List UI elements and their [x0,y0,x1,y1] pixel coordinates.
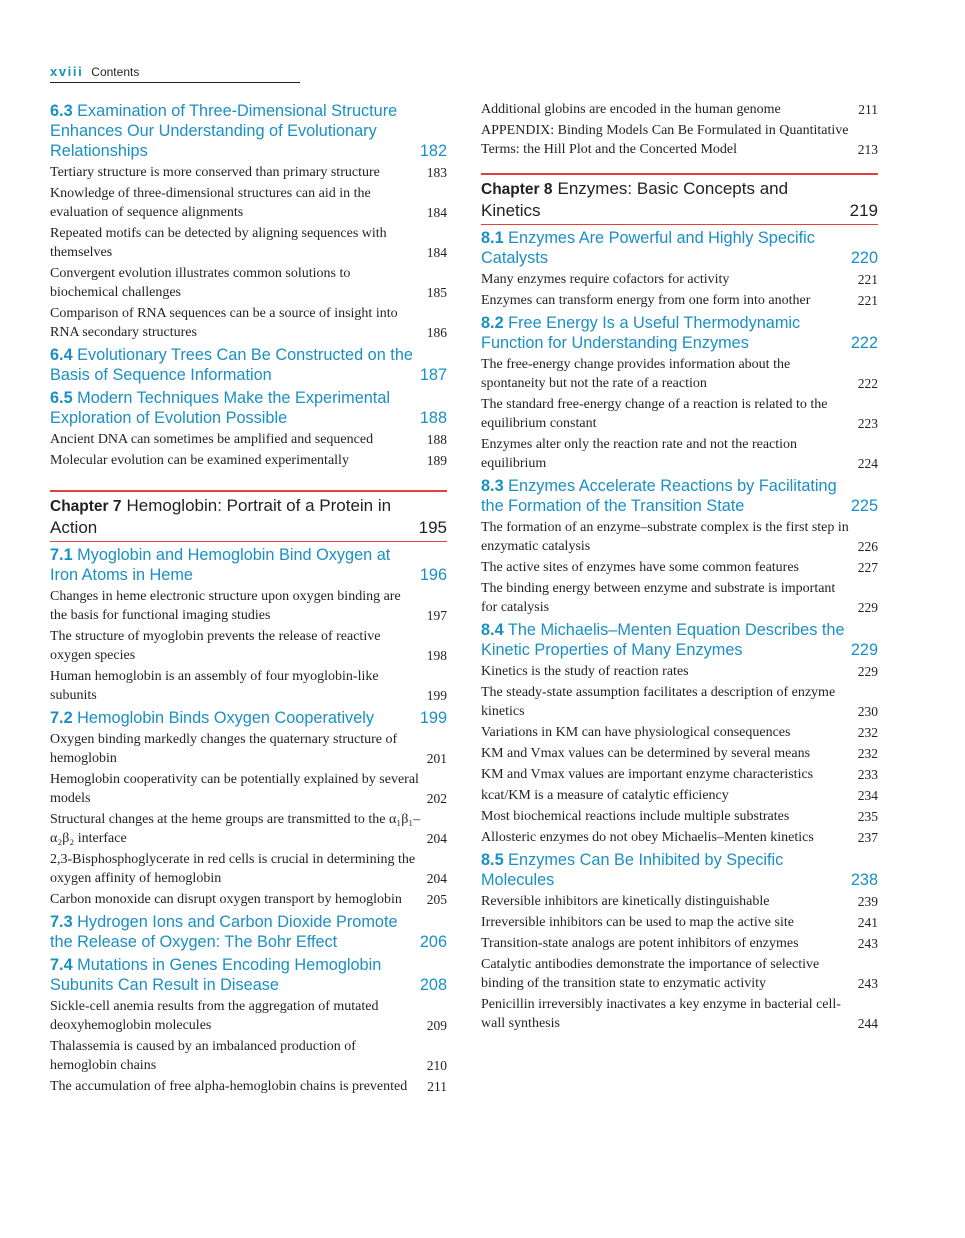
page-ref: 211 [427,1079,447,1094]
page-number: xviii [50,64,84,79]
page-ref: 206 [419,933,447,951]
entry-text: The accumulation of free alpha-hemoglobin chains is prevented [50,1079,408,1094]
page-ref: 229 [857,600,878,615]
entry-text: Allosteric enzymes do not obey Michaelis–Menten kinetics [481,830,814,845]
toc-entry [50,850,447,888]
toc-entry [50,890,447,909]
entry-text: Transition-state analogs are potent inhibitors of enzymes [481,936,799,951]
toc-entry [481,786,878,805]
page-ref: 238 [850,871,878,889]
page-ref: 186 [426,325,447,340]
entry-text: The binding energy between enzyme and substrate is important for catalysis [481,581,836,615]
toc-entry [50,810,447,848]
section-text: Enzymes Are Powerful and Highly Specific Catalysts [481,229,815,267]
section-heading [50,388,447,428]
page-ref: 195 [418,518,447,537]
entry-text: Enzymes alter only the reaction rate and not the reaction equilibrium [481,437,798,471]
section-title [50,101,414,161]
section-title [50,545,414,585]
page-ref: 187 [419,366,447,384]
entry-text: KM and Vmax values can be determined by several means [481,746,811,761]
page-ref: 235 [857,809,878,824]
section-heading [481,850,878,890]
section-text: Enzymes Can Be Inhibited by Specific Molecules [481,851,784,889]
page-ref: 182 [419,142,447,160]
section-number: 6.4 [50,346,73,364]
section-heading [481,228,878,268]
entry-text: The active sites of enzymes have some common features [481,560,799,575]
toc-entry [481,723,878,742]
page-ref: 233 [857,767,878,782]
toc-entry [481,828,878,847]
page-ref: 202 [426,791,447,806]
section-number: 7.2 [50,709,73,727]
chapter-text: Enzymes: Basic Concepts and Kinetics [481,179,789,220]
toc-entry [481,100,878,119]
section-heading [481,620,878,660]
toc-entry [481,892,878,911]
toc-left-column [50,98,447,1096]
entry-text: Comparison of RNA sequences can be a source of insight into RNA secondary structures [50,306,398,340]
page-ref: 199 [419,709,447,727]
page-ref: 243 [857,976,878,991]
entry-text: Additional globins are encoded in the human genome [481,102,781,117]
page-ref: 222 [850,334,878,352]
page-ref: 224 [857,456,878,471]
chapter-title [481,178,844,221]
page-ref: 244 [857,1016,878,1031]
toc-entry [50,627,447,665]
running-head [50,64,300,83]
toc-entry [50,264,447,302]
page-ref: 198 [426,648,447,663]
toc-entry [50,451,447,470]
toc-entry [481,995,878,1033]
toc-entry [481,934,878,953]
toc-entry [481,121,878,159]
page-ref: 210 [426,1058,447,1073]
section-text: Free Energy Is a Useful Thermodynamic Function for Understanding Enzymes [481,314,801,352]
entry-text: Catalytic antibodies demonstrate the importance of selective binding of the transition state to enzymatic activity [481,957,820,991]
toc-entry [481,291,878,310]
section-title [481,620,845,660]
page-ref: 229 [857,664,878,679]
running-title: Contents [91,65,140,79]
section-heading [50,345,447,385]
page-ref: 211 [858,102,878,117]
page-ref: 239 [857,894,878,909]
section-text: Enzymes Accelerate Reactions by Facilitating the Formation of the Transition State [481,477,837,515]
entry-text: Irreversible inhibitors can be used to map the active site [481,915,794,930]
section-number: 8.5 [481,851,504,869]
page-ref: 237 [857,830,878,845]
section-number: 7.3 [50,913,73,931]
chapter-title [50,495,413,538]
entry-text: Repeated motifs can be detected by aligning sequences with themselves [50,226,387,260]
section-number: 8.4 [481,621,504,639]
toc-entry [481,744,878,763]
entry-text: The structure of myoglobin prevents the release of reactive oxygen species [50,629,381,663]
page-ref: 223 [857,416,878,431]
entry-text: Many enzymes require cofactors for activity [481,272,730,287]
page-ref: 232 [857,746,878,761]
entry-text: Knowledge of three-dimensional structures can aid in the evaluation of sequence alignments [50,186,371,220]
page-ref: 197 [426,608,447,623]
toc-entry [50,587,447,625]
entry-text: Thalassemia is caused by an imbalanced production of hemoglobin chains [50,1039,356,1073]
toc-entry [481,395,878,433]
page-ref: 243 [857,936,878,951]
section-title [481,850,845,890]
page-ref: 188 [426,432,447,447]
page-ref: 232 [857,725,878,740]
section-heading [50,912,447,952]
section-number: 8.3 [481,477,504,495]
toc-entry [50,430,447,449]
entry-text: Sickle-cell anemia results from the aggregation of mutated deoxyhemoglobin molecules [50,999,379,1033]
toc-entry [50,730,447,768]
section-number: 8.1 [481,229,504,247]
toc-entry [50,667,447,705]
entry-text: The standard free-energy change of a reaction is related to the equilibrium constant [481,397,828,431]
toc-entry [481,558,878,577]
toc-entry [481,683,878,721]
toc-entry [50,224,447,262]
toc-entry [481,662,878,681]
page-ref: 209 [426,1018,447,1033]
section-text: Hydrogen Ions and Carbon Dioxide Promote the Release of Oxygen: The Bohr Effect [50,913,398,951]
section-text: Modern Techniques Make the Experimental Exploration of Evolution Possible [50,389,391,427]
page-ref: 227 [857,560,878,575]
page-ref: 221 [857,272,878,287]
page-ref: 229 [850,641,878,659]
entry-text: Convergent evolution illustrates common solutions to biochemical challenges [50,266,351,300]
page-ref: 196 [419,566,447,584]
entry-text: Most biochemical reactions include multiple substrates [481,809,790,824]
page-ref: 220 [850,249,878,267]
page-ref: 234 [857,788,878,803]
page-ref: 184 [426,205,447,220]
section-number: 7.1 [50,546,73,564]
entry-text: Molecular evolution can be examined experimentally [50,453,349,468]
toc-entry [50,770,447,808]
toc-entry [50,163,447,182]
toc-entry [481,579,878,617]
entry-text: Tertiary structure is more conserved than primary structure [50,165,380,180]
section-title [50,708,414,728]
toc-entry [481,355,878,393]
page-ref: 225 [850,497,878,515]
page-ref: 189 [426,453,447,468]
entry-text: The steady-state assumption facilitates a description of enzyme kinetics [481,685,836,719]
toc-entry [481,807,878,826]
entry-text: Structural changes at the heme groups are transmitted to the α₁β₁– α₂β₂ interface [50,812,421,846]
entry-text: The formation of an enzyme–substrate complex is the first step in enzymatic catalysis [481,520,849,554]
section-text: The Michaelis–Menten Equation Describes the Kinetic Properties of Many Enzymes [481,621,845,659]
entry-text: 2,3-Bisphosphoglycerate in red cells is crucial in determining the oxygen affinity of hemoglobin [50,852,416,886]
section-title [481,228,845,268]
toc-entry [481,765,878,784]
section-title [481,313,845,353]
section-number: 8.2 [481,314,504,332]
toc-entry [50,184,447,222]
chapter-label: Chapter 8 [481,181,553,198]
page-ref: 213 [857,142,878,157]
section-text: Hemoglobin Binds Oxygen Cooperatively [77,709,375,727]
section-title [50,388,414,428]
toc-entry [50,304,447,342]
toc-entry [481,270,878,289]
page-ref: 188 [419,409,447,427]
page-ref: 222 [857,376,878,391]
section-heading [50,708,447,728]
section-title [50,912,414,952]
toc-entry [481,955,878,993]
section-text: Mutations in Genes Encoding Hemoglobin Subunits Can Result in Disease [50,956,382,994]
entry-text: KM and Vmax values are important enzyme characteristics [481,767,814,782]
entry-text: Kinetics is the study of reaction rates [481,664,689,679]
chapter-label: Chapter 7 [50,498,122,515]
toc-right-column [481,98,878,1033]
entry-text: The free-energy change provides information about the spontaneity but not the rate of a reaction [481,357,791,391]
section-heading [50,955,447,995]
section-text: Myoglobin and Hemoglobin Bind Oxygen at Iron Atoms in Heme [50,546,391,584]
section-heading [50,545,447,585]
page-ref: 183 [426,165,447,180]
section-heading [481,476,878,516]
page-ref: 219 [849,201,878,220]
entry-text: Variations in KM can have physiological consequences [481,725,791,740]
entry-text: Enzymes can transform energy from one form into another [481,293,811,308]
entry-text: Human hemoglobin is an assembly of four myoglobin-like subunits [50,669,379,703]
section-heading [50,101,447,161]
entry-text: Changes in heme electronic structure upon oxygen binding are the basis for functional imaging studies [50,589,401,623]
page-ref: 201 [426,751,447,766]
entry-text: APPENDIX: Binding Models Can Be Formulated in Quantitative Terms: the Hill Plot and the Concerted Model [481,123,849,157]
page-ref: 230 [857,704,878,719]
page-ref: 185 [426,285,447,300]
page-ref: 204 [426,871,447,886]
section-title [50,345,414,385]
page-ref: 208 [419,976,447,994]
entry-text: Ancient DNA can sometimes be amplified and sequenced [50,432,374,447]
section-number: 7.4 [50,956,73,974]
chapter-text: Hemoglobin: Portrait of a Protein in Action [50,496,392,537]
entry-text: Oxygen binding markedly changes the quaternary structure of hemoglobin [50,732,398,766]
toc-entry [50,1077,447,1096]
section-title [481,476,845,516]
page-ref: 221 [857,293,878,308]
entry-text: Penicillin irreversibly inactivates a key enzyme in bacterial cell-wall synthesis [481,997,841,1031]
section-title [50,955,414,995]
chapter-heading [50,490,447,542]
page-ref: 226 [857,539,878,554]
page-ref: 204 [426,831,447,846]
entry-text: kcat/KM is a measure of catalytic efficiency [481,788,729,803]
page-ref: 205 [426,892,447,907]
chapter-heading [481,173,878,225]
page-ref: 184 [426,245,447,260]
page-ref: 199 [426,688,447,703]
page-ref: 241 [857,915,878,930]
section-text: Examination of Three-Dimensional Structure Enhances Our Understanding of Evolutionary Relationships [50,102,398,160]
section-text: Evolutionary Trees Can Be Constructed on the Basis of Sequence Information [50,346,413,384]
entry-text: Hemoglobin cooperativity can be potentially explained by several models [50,772,419,806]
entry-text: Carbon monoxide can disrupt oxygen transport by hemoglobin [50,892,402,907]
section-number: 6.5 [50,389,73,407]
entry-text: Reversible inhibitors are kinetically distinguishable [481,894,770,909]
toc-entry [481,435,878,473]
toc-entry [481,913,878,932]
section-heading [481,313,878,353]
section-number: 6.3 [50,102,73,120]
toc-entry [481,518,878,556]
toc-entry [50,1037,447,1075]
toc-entry [50,997,447,1035]
